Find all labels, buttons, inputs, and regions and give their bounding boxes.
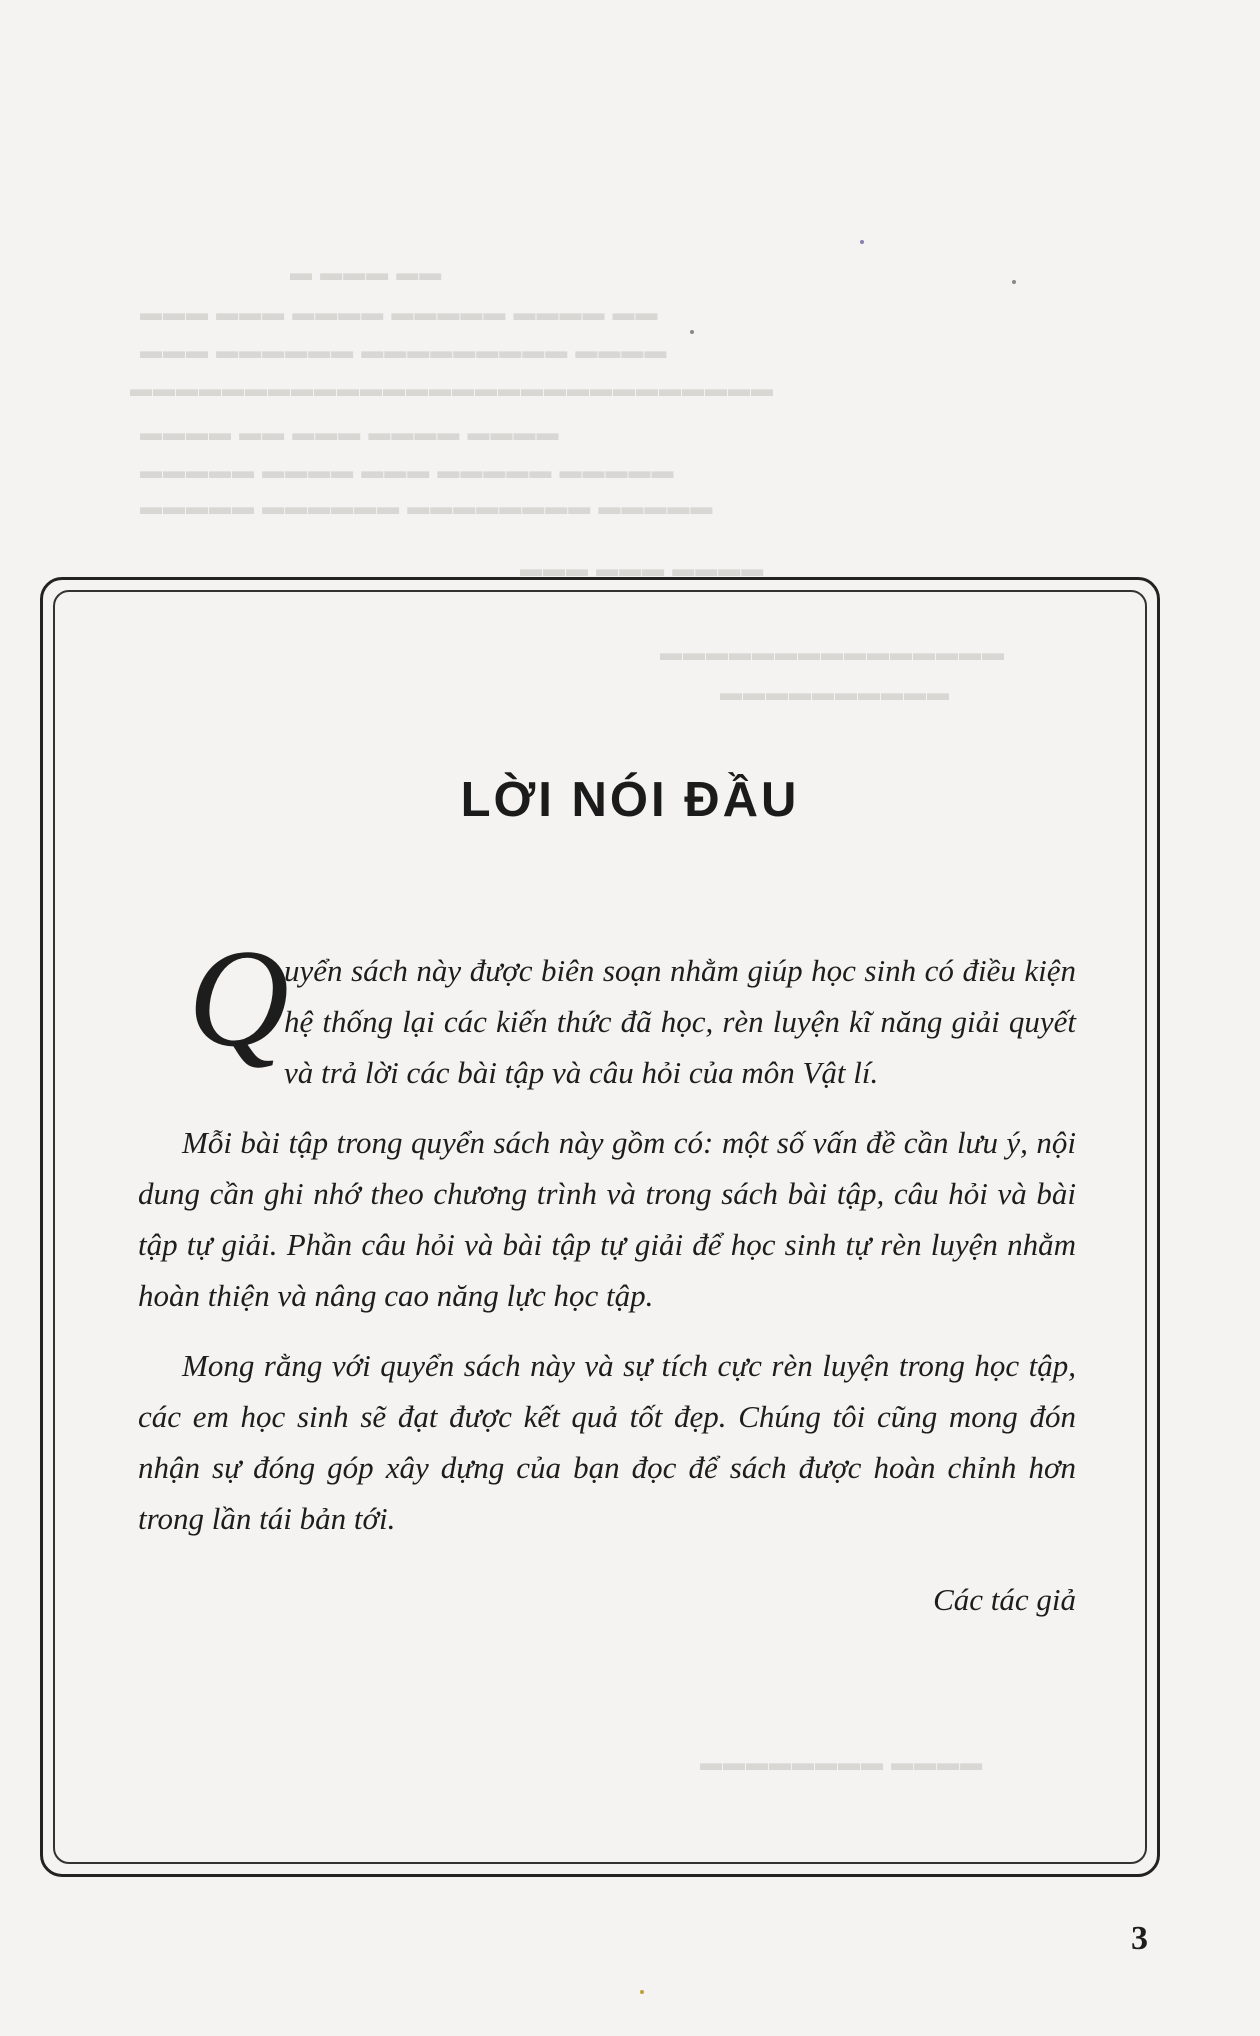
show-through-mark: ▬ ▬▬▬ ▬▬ xyxy=(290,260,443,285)
paper-speck xyxy=(690,330,694,334)
paragraph-1 xyxy=(138,921,1076,1098)
paper-speck xyxy=(640,1990,644,1994)
show-through-mark: ▬▬▬▬▬▬▬▬▬▬▬▬▬▬▬ xyxy=(660,640,1005,665)
paragraph-2: Mỗi bài tập trong quyển sách này gồm có: một số vấn đề cần lưu ý, nội dung cần ghi nhớ theo chương trình và trong sách bài tập, câu hỏi và bài tập tự giải. Phần câu hỏi và bài tập tự giải để học sinh tự rèn luyện nhằm hoàn thiện và nâng cao năng lực học tập. xyxy=(138,1125,1076,1313)
author-signature: Các tác giả xyxy=(933,1582,1076,1617)
page-title: LỜI NÓI ĐẦU xyxy=(460,773,800,827)
show-through-mark: ▬▬▬▬ ▬▬ ▬▬▬ ▬▬▬▬ ▬▬▬▬ xyxy=(140,420,560,445)
show-through-mark: ▬▬▬ ▬▬▬ ▬▬▬▬ xyxy=(520,556,765,581)
paragraph-3: Mong rằng với quyển sách này và sự tích cực rèn luyện trong học tập, các em học sinh sẽ đạt được kết quả tốt đẹp. Chúng tôi cũng mong đón nhận sự đóng góp xây dựng của bạn đọc để sách được hoàn chỉnh hơn trong lần tái bản tới. xyxy=(138,1348,1076,1536)
show-through-mark: ▬▬▬▬▬▬▬▬ ▬▬▬▬ xyxy=(700,1750,984,1775)
show-through-mark: ▬▬▬ ▬▬▬ ▬▬▬▬ ▬▬▬▬▬ ▬▬▬▬ ▬▬ xyxy=(140,300,659,325)
paper-speck xyxy=(1012,280,1016,284)
drop-cap-letter: Q xyxy=(188,921,290,1076)
page-number: 3 xyxy=(1131,1920,1148,1957)
show-through-mark: ▬▬▬ ▬▬▬▬▬▬ ▬▬▬▬▬▬▬▬▬ ▬▬▬▬ xyxy=(140,338,668,363)
show-through-mark: ▬▬▬▬▬▬▬▬▬▬ xyxy=(720,680,950,705)
show-through-mark: ▬▬▬▬▬ ▬▬▬▬▬▬ ▬▬▬▬▬▬▬▬ ▬▬▬▬▬ xyxy=(140,494,714,519)
show-through-mark: ▬▬▬▬▬▬▬▬▬▬▬▬▬▬▬▬▬▬▬▬▬▬▬▬▬▬▬▬ xyxy=(130,376,774,401)
paper-speck xyxy=(860,240,864,244)
preface-body xyxy=(138,921,1076,1625)
show-through-mark: ▬▬▬▬▬ ▬▬▬▬ ▬▬▬ ▬▬▬▬▬ ▬▬▬▬▬ xyxy=(140,458,675,483)
paragraph-1-text: uyển sách này được biên soạn nhằm giúp học sinh có điều kiện hệ thống lại các kiến thức đã học, rèn luyện kĩ năng giải quyết và trả lời các bài tập và câu hỏi của môn Vật lí. xyxy=(284,953,1076,1090)
